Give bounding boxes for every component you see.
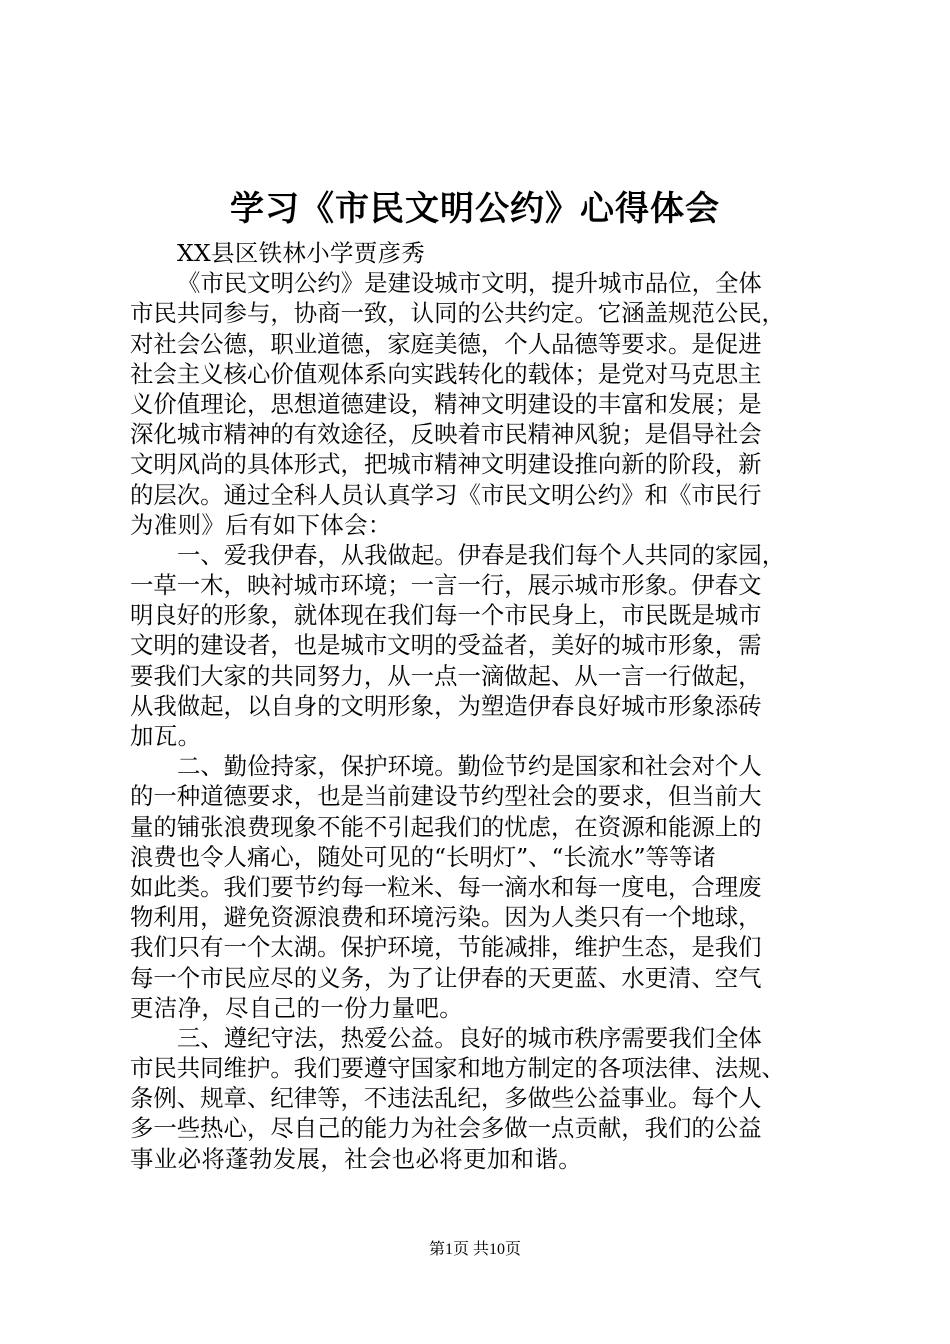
body-line: 为准则》后有如下体会： — [130, 510, 392, 539]
body-line: 更洁净，尽自己的一份力量吧。 — [130, 993, 464, 1022]
body-line: 对社会公德，职业道德，家庭美德，个人品德等要求。是促进 — [130, 329, 762, 358]
page-footer: 第1页 共10页 — [428, 1241, 521, 1258]
body-line: 条例、规章、纪律等，不违法乱纪，多做些公益事业。每个人 — [130, 1084, 762, 1113]
body-line: 从我做起，以自身的文明形象，为塑造伊春良好城市形象添砖 — [130, 691, 762, 720]
body-line: 的一种道德要求，也是当前建设节约型社会的要求，但当前大 — [130, 782, 762, 811]
body-line: 义价值理论，思想道德建设，精神文明建设的丰富和发展；是 — [130, 389, 762, 418]
body-line: 社会主义核心价值观体系向实践转化的载体；是党对马克思主 — [130, 359, 762, 388]
body-line: 《市民文明公约》是建设城市文明，提升城市品位，全体 — [177, 269, 762, 298]
body-line: 加瓦。 — [130, 722, 202, 750]
body-line: 二、勤俭持家，保护环境。勤俭节约是国家和社会对个人 — [177, 752, 762, 781]
author-line: XX县区铁林小学贾彦秀 — [177, 239, 426, 267]
body-line: 浪费也令人痛心，随处可见的“长明灯”、“长流水”等等诸 — [130, 842, 716, 871]
body-line: 深化城市精神的有效途径，反映着市民精神风貌；是倡导社会 — [130, 420, 762, 449]
body-line: 每一个市民应尽的义务，为了让伊春的天更蓝、水更清、空气 — [130, 963, 762, 992]
body-line: 一草一木，映衬城市环境；一言一行，展示城市形象。伊春文 — [130, 571, 762, 600]
body-line: 量的铺张浪费现象不能不引起我们的忧虑，在资源和能源上的 — [130, 812, 762, 841]
body-line: 三、遵纪守法，热爱公益。良好的城市秩序需要我们全体 — [177, 1023, 762, 1052]
body-line: 多一些热心，尽自己的能力为社会多做一点贡献，我们的公益 — [130, 1114, 762, 1143]
body-line: 文明的建设者，也是城市文明的受益者，美好的城市形象，需 — [130, 631, 762, 660]
body-line: 的层次。通过全科人员认真学习《市民文明公约》和《市民行 — [130, 480, 762, 509]
document-body — [130, 238, 830, 1174]
body-line: 市民共同维护。我们要遵守国家和地方制定的各项法律、法规、 — [130, 1054, 785, 1083]
body-line: 一、爱我伊春，从我做起。伊春是我们每个人共同的家园， — [177, 540, 786, 569]
body-line: 事业必将蓬勃发展，社会也必将更加和谐。 — [130, 1144, 583, 1173]
body-line: 要我们大家的共同努力，从一点一滴做起、从一言一行做起， — [130, 661, 762, 690]
body-line: 我们只有一个太湖。保护环境，节能减排，维护生态，是我们 — [130, 933, 762, 962]
body-line: 明良好的形象，就体现在我们每一个市民身上，市民既是城市 — [130, 601, 762, 630]
body-line: 市民共同参与，协商一致，认同的公共约定。它涵盖规范公民， — [130, 299, 785, 328]
body-line: 文明风尚的具体形式，把城市精神文明建设推向新的阶段，新 — [130, 450, 762, 479]
document-title: 学习《市民文明公约》心得体会 — [230, 189, 720, 229]
body-line: 物利用，避免资源浪费和环境污染。因为人类只有一个地球， — [130, 903, 762, 932]
body-line: 如此类。我们要节约每一粒米、每一滴水和每一度电，合理废 — [130, 872, 762, 901]
